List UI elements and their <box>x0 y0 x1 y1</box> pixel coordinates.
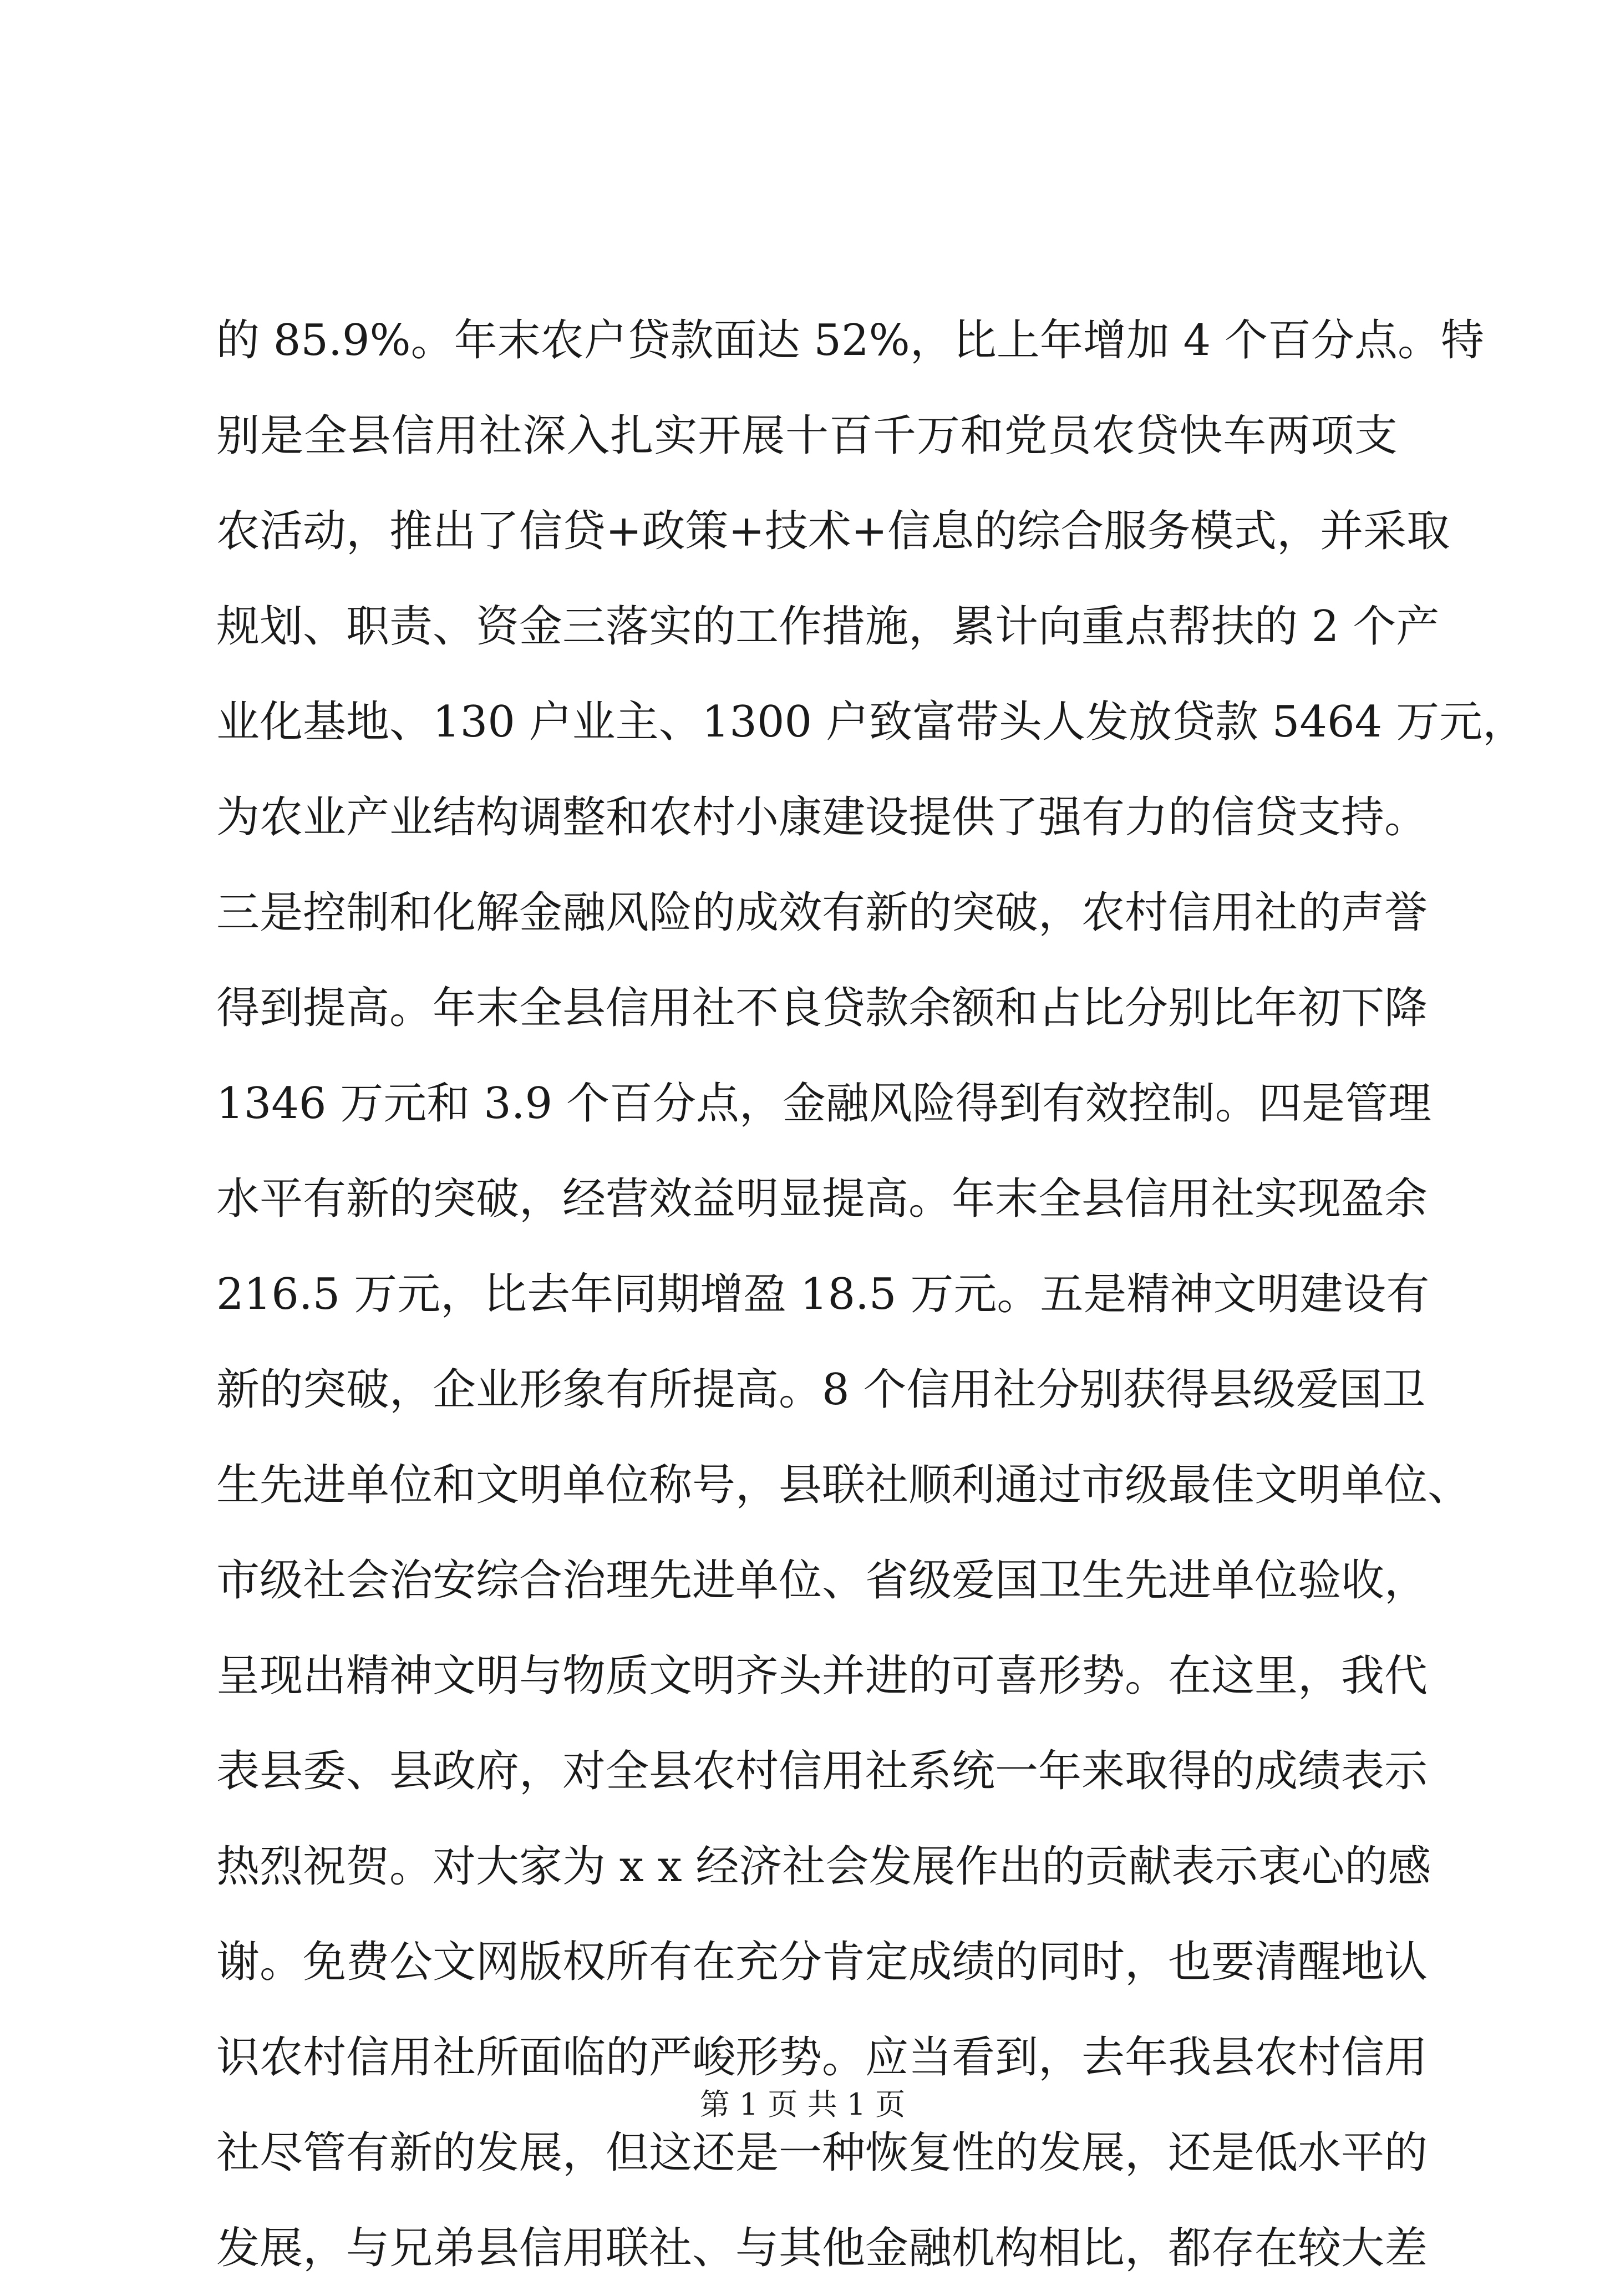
text-line: 1346 万元和 3.9 个百分点，金融风险得到有效控制。四是管理 <box>216 1079 1431 1129</box>
text-line: 水平有新的突破，经营效益明显提高。年末全县信用社实现盈余 <box>216 1174 1428 1224</box>
text-line: 为农业产业结构调整和农村小康建设提供了强有力的信贷支持。 <box>216 793 1428 842</box>
text-line: 规划、职责、资金三落实的工作措施，累计向重点帮扶的 2 个产 <box>216 602 1440 652</box>
text-line: 别是全县信用社深入扎实开展十百千万和党员农贷快车两项支 <box>216 411 1398 461</box>
text-line: 发展，与兄弟县信用联社、与其他金融机构相比，都存在较大差 <box>216 2223 1428 2273</box>
text-line: 表县委、县政府，对全县农村信用社系统一年来取得的成绩表示 <box>216 1746 1428 1796</box>
text-line: 业化基地、130 户业主、1300 户致富带头人发放贷款 5464 万元， <box>216 697 1526 747</box>
text-line: 新的突破，企业形象有所提高。8 个信用社分别获得县级爱国卫 <box>216 1365 1426 1415</box>
text-line: 识农村信用社所面临的严峻形势。应当看到，去年我县农村信用 <box>216 2033 1428 2082</box>
text-line: 谢。免费公文网版权所有在充分肯定成绩的同时，也要清醒地认 <box>216 1937 1428 1987</box>
text-line: 农活动，推出了信贷+政策+技术+信息的综合服务模式，并采取 <box>216 506 1450 556</box>
body-text <box>216 293 1526 2296</box>
text-line: 生先进单位和文明单位称号，县联社顺利通过市级最佳文明单位、 <box>216 1460 1471 1510</box>
text-line: 得到提高。年末全县信用社不良贷款余额和占比分别比年初下降 <box>216 983 1428 1033</box>
text-line: 216.5 万元，比去年同期增盈 18.5 万元。五是精神文明建设有 <box>216 1269 1430 1319</box>
text-line: 社尽管有新的发展，但这还是一种恢复性的发展，还是低水平的 <box>216 2128 1428 2178</box>
page-number: 第 1 页 共 1 页 <box>699 2087 906 2122</box>
page-footer <box>0 2085 1605 2124</box>
text-line: 三是控制和化解金融风险的成效有新的突破，农村信用社的声誉 <box>216 888 1428 938</box>
text-line: 市级社会治安综合治理先进单位、省级爱国卫生先进单位验收， <box>216 1556 1428 1606</box>
text-line: 热烈祝贺。对大家为 x x 经济社会发展作出的贡献表示衷心的感 <box>216 1842 1431 1892</box>
text-line: 的 85.9%。年末农户贷款面达 52%，比上年增加 4 个百分点。特 <box>216 316 1484 365</box>
text-line: 呈现出精神文明与物质文明齐头并进的可喜形势。在这里，我代 <box>216 1651 1428 1701</box>
